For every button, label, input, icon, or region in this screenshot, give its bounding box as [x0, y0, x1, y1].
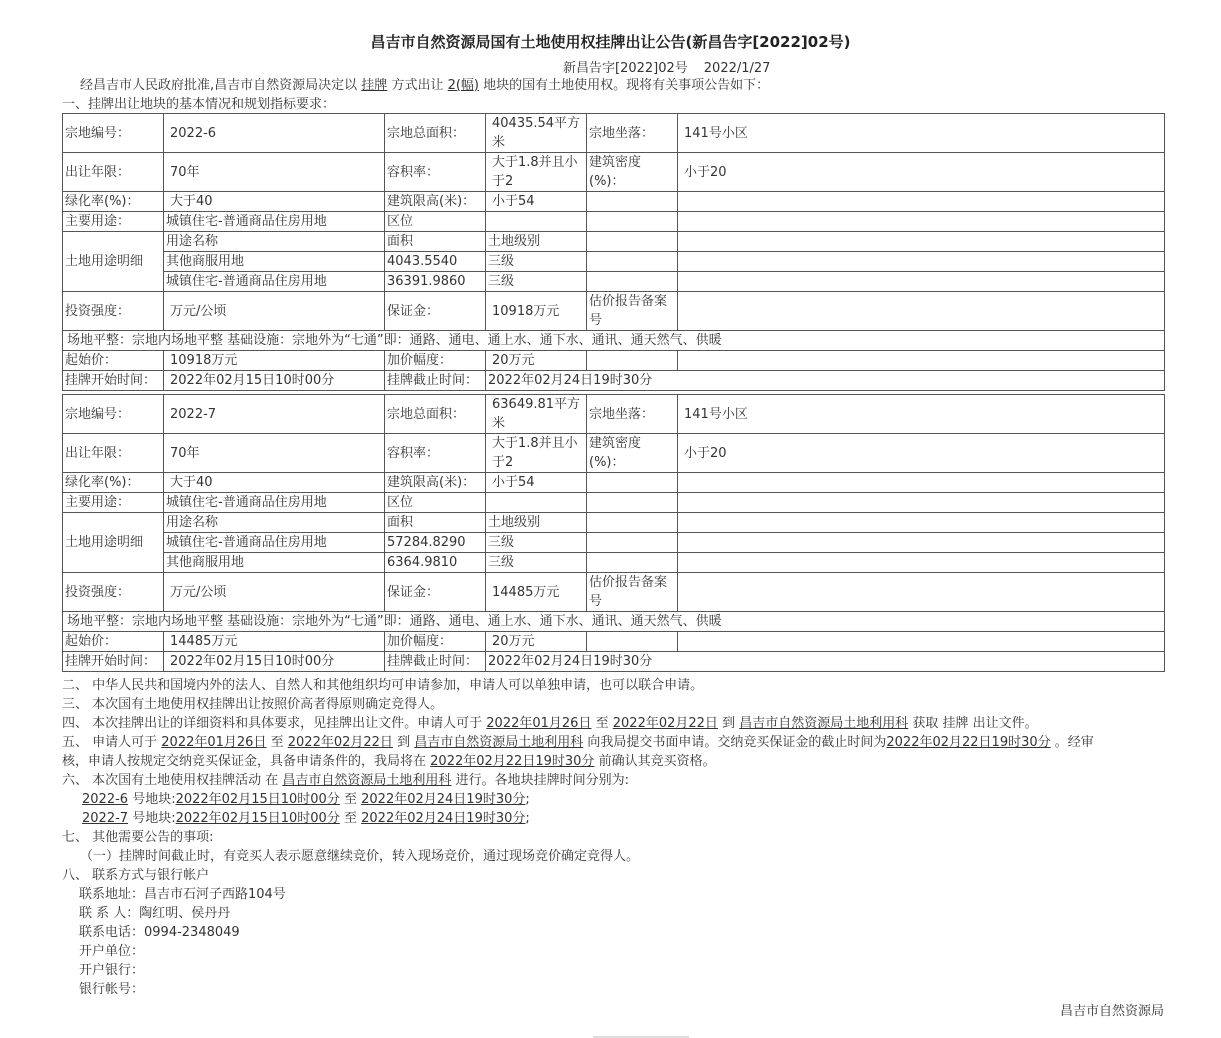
empty-cell: [587, 493, 678, 513]
start-price-label: 起始价：: [63, 632, 164, 652]
sec4-date-start: 2022年01月26日: [486, 716, 592, 731]
use-area: 36391.9860: [385, 272, 486, 292]
empty-cell: [678, 272, 1165, 292]
sec6-text: 六、 本次国有土地使用权挂牌活动 在: [62, 773, 279, 788]
use-name: 城镇住宅-普通商品住房用地: [164, 272, 385, 292]
section-8: 八、 联系方式与银行帐户: [62, 868, 210, 883]
zone-label: 区位: [385, 493, 486, 513]
sec6-item-to: 至: [343, 792, 357, 807]
deposit-label: 保证金：: [385, 292, 486, 331]
use-grade: 三级: [486, 252, 587, 272]
density-label: 建筑密度(%)：: [587, 153, 678, 192]
section1-title: 一、挂牌出让地块的基本情况和规划指标要求：: [62, 97, 336, 112]
use-grade: 三级: [486, 553, 587, 573]
use-name: 城镇住宅-普通商品住房用地: [164, 533, 385, 553]
height-label: 建筑限高(米)：: [385, 473, 486, 493]
term-value: 70年: [164, 153, 385, 192]
green-label: 绿化率(%)：: [63, 192, 164, 212]
sec6-item-end: 2022年02月24日19时30分: [361, 811, 526, 826]
use-grade-header: 土地级别: [486, 232, 587, 252]
total-area-value: 63649.81平方米: [486, 395, 587, 434]
start-price-value: 14485万元: [164, 632, 385, 652]
document-date: 2022/1/27: [703, 61, 771, 76]
term-label: 出让年限：: [63, 153, 164, 192]
use-name: 其他商服用地: [164, 252, 385, 272]
deposit-value: 10918万元: [486, 292, 587, 331]
far-label: 容积率：: [385, 153, 486, 192]
increment-label: 加价幅度：: [385, 351, 486, 371]
height-value: 小于54: [486, 192, 587, 212]
location-label: 宗地坐落：: [587, 395, 678, 434]
use-detail-label: 土地用途明细: [63, 513, 164, 573]
main-use-value: 城镇住宅-普通商品住房用地: [164, 212, 385, 232]
total-area-value: 40435.54平方米: [486, 114, 587, 153]
parcel-no-value: 2022-6: [164, 114, 385, 153]
start-time-label: 挂牌开始时间：: [63, 371, 164, 391]
start-price-value: 10918万元: [164, 351, 385, 371]
section-2: 二、 中华人民共和国境内外的法人、自然人和其他组织均可申请参加，申请人可以单独申请，也可以联合申请。: [62, 678, 704, 693]
empty-cell: [678, 252, 1165, 272]
sec6-item-label: 号地块:: [132, 811, 176, 826]
sec4-place: 昌吉市自然资源局土地利用科: [739, 716, 909, 731]
section-7: 七、 其他需要公告的事项:: [62, 830, 214, 845]
sec5-date-start: 2022年01月26日: [161, 735, 267, 750]
empty-cell: [587, 252, 678, 272]
sec5-text-mid: 向我局提交书面申请。交纳竞买保证金的截止时间为: [587, 735, 887, 750]
use-area-header: 面积: [385, 232, 486, 252]
contact-phone: 联系电话：0994-2348049: [79, 925, 240, 940]
term-value: 70年: [164, 434, 385, 473]
start-time-label: 挂牌开始时间：: [63, 652, 164, 672]
main-use-value: 城镇住宅-普通商品住房用地: [164, 493, 385, 513]
main-use-label: 主要用途：: [63, 212, 164, 232]
intro-count: 2(幅): [447, 78, 480, 93]
empty-cell: [486, 212, 587, 232]
section-6: [62, 771, 629, 790]
sec6-item-end: 2022年02月24日19时30分: [361, 792, 526, 807]
total-area-label: 宗地总面积：: [385, 114, 486, 153]
empty-cell: [486, 493, 587, 513]
sec5-deadline: 2022年02月22日19时30分: [886, 735, 1051, 750]
document-number: 新昌告字[2022]02号: [563, 61, 688, 76]
empty-cell: [678, 192, 1165, 212]
location-value: 141号小区: [678, 395, 1165, 434]
empty-cell: [678, 513, 1165, 533]
end-time-label: 挂牌截止时间：: [385, 371, 486, 391]
far-label: 容积率：: [385, 434, 486, 473]
site-conditions: 场地平整：宗地内场地平整 基础设施：宗地外为“七通”即：通路、通电、通上水、通下水、通讯、通天然气、供暖: [63, 331, 1165, 351]
sec5-line2-end: 前确认其竞买资格。: [598, 754, 716, 769]
empty-cell: [678, 232, 1165, 252]
deposit-value: 14485万元: [486, 573, 587, 612]
empty-cell: [678, 632, 1165, 652]
empty-cell: [587, 553, 678, 573]
use-area-header: 面积: [385, 513, 486, 533]
total-area-label: 宗地总面积：: [385, 395, 486, 434]
end-time-value: 2022年02月24日19时30分: [486, 371, 1165, 391]
empty-cell: [678, 533, 1165, 553]
sec6-item-label: 号地块:: [132, 792, 176, 807]
zone-label: 区位: [385, 212, 486, 232]
invest-value: 万元/公顷: [164, 292, 385, 331]
signature: 昌吉市自然资源局: [1059, 1004, 1164, 1019]
appraisal-label: 估价报告备案号: [587, 292, 678, 331]
sec4-text-end: 获取 挂牌 出让文件。: [912, 716, 1038, 731]
empty-cell: [587, 533, 678, 553]
section-5-line2: [62, 752, 716, 771]
start-price-label: 起始价：: [63, 351, 164, 371]
sec6-item-tail: ;: [525, 792, 530, 807]
empty-cell: [587, 351, 678, 371]
empty-cell: [587, 212, 678, 232]
section-3: 三、 本次国有土地使用权挂牌出让按照价高者得原则确定竞得人。: [62, 697, 444, 712]
contact-address: 联系地址：昌吉市石河子西路104号: [79, 887, 286, 902]
sec5-date-end: 2022年02月22日: [287, 735, 393, 750]
use-area: 4043.5540: [385, 252, 486, 272]
invest-label: 投资强度：: [63, 573, 164, 612]
sec6-item-to: 至: [343, 811, 357, 826]
start-time-value: 2022年02月15日10时00分: [164, 371, 385, 391]
sec6-item-2: [82, 809, 530, 828]
empty-cell: [678, 473, 1165, 493]
parcel-no-label: 宗地编号：: [63, 114, 164, 153]
document-subtitle: [563, 57, 770, 76]
bank-account: 银行帐号：: [79, 982, 145, 997]
height-label: 建筑限高(米)：: [385, 192, 486, 212]
sec5-at: 到: [397, 735, 411, 750]
empty-cell: [678, 351, 1165, 371]
page-title: 昌吉市自然资源局国有土地使用权挂牌出让公告(新昌告字[2022]02号): [370, 33, 851, 51]
bank-unit: 开户单位：: [79, 944, 145, 959]
location-value: 141号小区: [678, 114, 1165, 153]
appraisal-value: [678, 573, 1165, 612]
density-label: 建筑密度(%)：: [587, 434, 678, 473]
contact-person: 联 系 人：陶红明、侯丹丹: [79, 906, 231, 921]
intro-text: 经昌吉市人民政府批准,昌吉市自然资源局决定以: [80, 78, 358, 93]
sec5-to: 至: [270, 735, 284, 750]
start-time-value: 2022年02月15日10时00分: [164, 652, 385, 672]
empty-cell: [678, 553, 1165, 573]
intro-text-mid: 方式出让: [391, 78, 444, 93]
green-label: 绿化率(%)：: [63, 473, 164, 493]
use-grade: 三级: [486, 533, 587, 553]
increment-label: 加价幅度：: [385, 632, 486, 652]
empty-cell: [678, 212, 1165, 232]
end-time-label: 挂牌截止时间：: [385, 652, 486, 672]
term-label: 出让年限：: [63, 434, 164, 473]
parcel-no-value: 2022-7: [164, 395, 385, 434]
use-name-header: 用途名称: [164, 513, 385, 533]
bank-name: 开户银行：: [79, 963, 145, 978]
use-grade: 三级: [486, 272, 587, 292]
sec6-item-tail: ;: [525, 811, 530, 826]
empty-cell: [587, 632, 678, 652]
parcel-no-label: 宗地编号：: [63, 395, 164, 434]
sec6-text-end: 进行。各地块挂牌时间分别为:: [455, 773, 629, 788]
sec4-at: 到: [722, 716, 736, 731]
parcel-table: [62, 394, 1165, 672]
empty-cell: [587, 513, 678, 533]
green-value: 大于40: [164, 192, 385, 212]
sec5-confirm-time: 2022年02月22日19时30分: [430, 754, 595, 769]
increment-value: 20万元: [486, 351, 587, 371]
green-value: 大于40: [164, 473, 385, 493]
intro-method: 挂牌: [361, 78, 388, 93]
sec5-line2-text: 核，申请人按规定交纳竞买保证金，具备申请条件的，我局将在: [62, 754, 427, 769]
empty-cell: [587, 192, 678, 212]
far-value: 大于1.8并且小于2: [486, 153, 587, 192]
sec5-text-end: 。经审: [1054, 735, 1094, 750]
invest-label: 投资强度：: [63, 292, 164, 331]
sec6-item-start: 2022年02月15日10时00分: [175, 792, 340, 807]
location-label: 宗地坐落：: [587, 114, 678, 153]
far-value: 大于1.8并且小于2: [486, 434, 587, 473]
use-area: 6364.9810: [385, 553, 486, 573]
height-value: 小于54: [486, 473, 587, 493]
use-detail-label: 土地用途明细: [63, 232, 164, 292]
invest-value: 万元/公顷: [164, 573, 385, 612]
sec4-text: 四、 本次挂牌出让的详细资料和具体要求，见挂牌出让文件。申请人可于: [62, 716, 483, 731]
empty-cell: [678, 493, 1165, 513]
increment-value: 20万元: [486, 632, 587, 652]
deposit-label: 保证金：: [385, 573, 486, 612]
sec4-date-end: 2022年02月22日: [612, 716, 718, 731]
intro-text-post: 地块的国有土地使用权。现将有关事项公告如下：: [483, 78, 770, 93]
main-use-label: 主要用途：: [63, 493, 164, 513]
section-7-item-1: （一）挂牌时间截止时，有竞买人表示愿意继续竞价，转入现场竞价，通过现场竞价确定竞得人。: [80, 849, 640, 864]
section-4: [62, 714, 1038, 733]
sec5-place: 昌吉市自然资源局土地利用科: [414, 735, 584, 750]
sec6-place: 昌吉市自然资源局土地利用科: [282, 773, 452, 788]
appraisal-value: [678, 292, 1165, 331]
site-conditions: 场地平整：宗地内场地平整 基础设施：宗地外为“七通”即：通路、通电、通上水、通下水、通讯、通天然气、供暖: [63, 612, 1165, 632]
end-time-value: 2022年02月24日19时30分: [486, 652, 1165, 672]
sec5-text: 五、 申请人可于: [62, 735, 158, 750]
use-name: 其他商服用地: [164, 553, 385, 573]
use-name-header: 用途名称: [164, 232, 385, 252]
sec6-item-1: [82, 790, 530, 809]
use-grade-header: 土地级别: [486, 513, 587, 533]
sec6-item-no: 2022-6: [82, 792, 129, 807]
parcel-table: [62, 113, 1165, 391]
density-value: 小于20: [678, 153, 1165, 192]
sec6-item-no: 2022-7: [82, 811, 129, 826]
sec4-to: 至: [595, 716, 609, 731]
density-value: 小于20: [678, 434, 1165, 473]
appraisal-label: 估价报告备案号: [587, 573, 678, 612]
empty-cell: [587, 473, 678, 493]
empty-cell: [587, 232, 678, 252]
empty-cell: [587, 272, 678, 292]
section-5-line1: [62, 733, 1094, 752]
sec6-item-start: 2022年02月15日10时00分: [175, 811, 340, 826]
intro-paragraph: [80, 76, 769, 95]
use-area: 57284.8290: [385, 533, 486, 553]
